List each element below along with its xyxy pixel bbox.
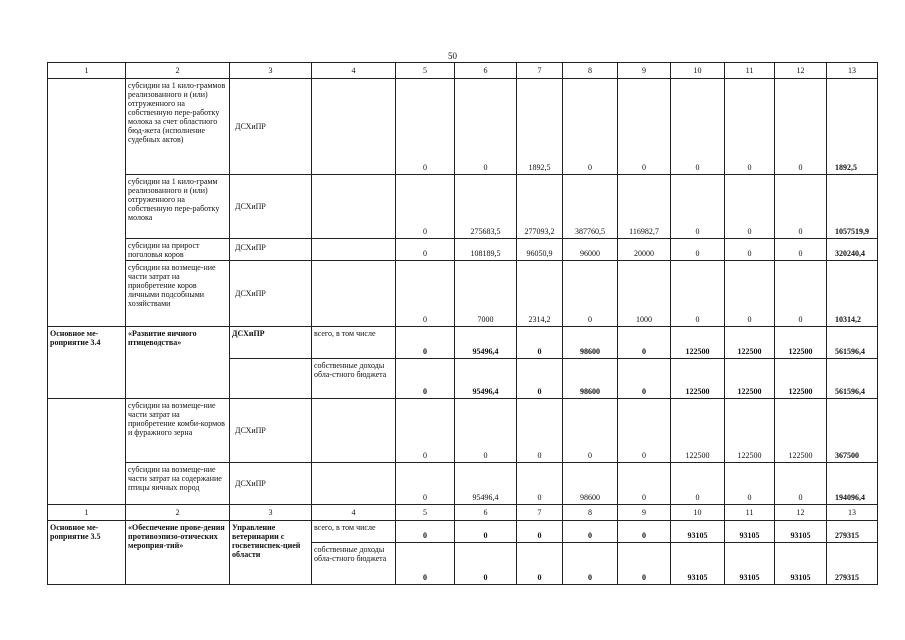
- value-cell: 0: [396, 175, 455, 239]
- value-cell: 0: [775, 261, 827, 327]
- value-cell: 95496,4: [455, 359, 517, 399]
- value-cell: 0: [396, 239, 455, 261]
- column-number-row: [48, 505, 878, 521]
- column-number: 9: [618, 63, 671, 79]
- value-cell: 0: [671, 463, 725, 505]
- column-number: 6: [455, 505, 517, 521]
- value-cell: 122500: [775, 359, 827, 399]
- value-cell: 122500: [725, 327, 775, 359]
- value-cell: 0: [396, 359, 455, 399]
- subsidy-name: субсидии на 1 кило-граммов реализованного и (или) отгруженного на собственную пере-работку молока за счет областного бюд-жета (исполнение судебных актов): [126, 79, 230, 175]
- value-cell: 122500: [725, 399, 775, 463]
- value-cell: 194096,4: [827, 463, 878, 505]
- value-cell: 0: [396, 261, 455, 327]
- measure-code: Основное ме-роприятие 3.5: [48, 521, 126, 585]
- value-cell: 96000: [563, 239, 618, 261]
- value-cell: 0: [725, 463, 775, 505]
- value-cell: 277093,2: [517, 175, 563, 239]
- column-number: 13: [827, 63, 878, 79]
- source-cell-empty: [312, 399, 396, 463]
- value-cell: 279315: [827, 521, 878, 543]
- value-cell: 0: [455, 543, 517, 585]
- column-number: 6: [455, 63, 517, 79]
- value-cell: 561596,4: [827, 327, 878, 359]
- column-number: 2: [126, 505, 230, 521]
- value-cell: 7000: [455, 261, 517, 327]
- executor-cell: ДСХиПР: [230, 239, 312, 261]
- column-number: 5: [396, 505, 455, 521]
- value-cell: 2314,2: [517, 261, 563, 327]
- budget-table: [47, 62, 878, 585]
- value-cell: 0: [671, 261, 725, 327]
- measure-title: «Обеспечение прове-дения противоэпизо-отических мероприя-тий»: [126, 521, 230, 585]
- column-number: 1: [48, 63, 126, 79]
- column-number: 10: [671, 505, 725, 521]
- value-cell: 0: [396, 543, 455, 585]
- value-cell: 0: [563, 79, 618, 175]
- value-cell: 1000: [618, 261, 671, 327]
- column-number: 5: [396, 63, 455, 79]
- value-cell: 279315: [827, 543, 878, 585]
- executor-cell: ДСХиПР: [230, 175, 312, 239]
- column-number: 4: [312, 63, 396, 79]
- value-cell: 0: [563, 521, 618, 543]
- value-cell: 0: [725, 175, 775, 239]
- value-cell: 93105: [775, 521, 827, 543]
- value-cell: 0: [725, 239, 775, 261]
- value-cell: 0: [725, 79, 775, 175]
- measure-executor: Управление ветеринарии с госветинспек-цией области: [230, 521, 312, 585]
- value-cell: 0: [618, 359, 671, 399]
- value-cell: 20000: [618, 239, 671, 261]
- measure-code: Основное ме-роприятие 3.4: [48, 327, 126, 399]
- value-cell: 122500: [725, 359, 775, 399]
- value-cell: 0: [396, 521, 455, 543]
- subsidy-name: субсидии на 1 кило-грамм реализованного и (или) отгруженного на собственную пере-работку молока: [126, 175, 230, 239]
- value-cell: 387760,5: [563, 175, 618, 239]
- value-cell: 0: [455, 521, 517, 543]
- value-cell: 0: [396, 79, 455, 175]
- column-number: 1: [48, 505, 126, 521]
- value-cell: 0: [671, 239, 725, 261]
- column-number-row: [48, 63, 878, 79]
- value-cell: 0: [517, 521, 563, 543]
- subsidy-row: [48, 79, 878, 175]
- value-cell: 98600: [563, 359, 618, 399]
- subsidy-name: субсидии на прирост поголовья коров: [126, 239, 230, 261]
- value-cell: 0: [517, 399, 563, 463]
- value-cell: 0: [396, 399, 455, 463]
- source-budget: собственные доходы обла-стного бюджета: [312, 543, 396, 585]
- value-cell: 0: [618, 463, 671, 505]
- value-cell: 122500: [775, 327, 827, 359]
- measure-cell-empty: [48, 79, 126, 327]
- value-cell: 0: [396, 463, 455, 505]
- source-cell-empty: [312, 239, 396, 261]
- value-cell: 275683,5: [455, 175, 517, 239]
- column-number: 11: [725, 505, 775, 521]
- subsidy-row: [48, 175, 878, 239]
- subsidy-row: [48, 399, 878, 463]
- value-cell: 93105: [671, 543, 725, 585]
- value-cell: 108189,5: [455, 239, 517, 261]
- source-budget: собственные доходы обла-стного бюджета: [312, 359, 396, 399]
- value-cell: 0: [671, 175, 725, 239]
- source-cell-empty: [312, 79, 396, 175]
- value-cell: 0: [396, 327, 455, 359]
- subsidy-row: [48, 463, 878, 505]
- value-cell: 0: [455, 79, 517, 175]
- value-cell: 98600: [563, 327, 618, 359]
- measure-row-total: [48, 327, 878, 359]
- column-number: 7: [517, 63, 563, 79]
- value-cell: 0: [618, 521, 671, 543]
- subsidy-name: субсидии на возмеще-ние части затрат на приобретение комби-кормов и фуражного зерна: [126, 399, 230, 463]
- subsidy-name: субсидии на возмеще-ние части затрат на приобретение коров личными подсобными хозяйствами: [126, 261, 230, 327]
- value-cell: 98600: [563, 463, 618, 505]
- subsidy-row: [48, 239, 878, 261]
- value-cell: 122500: [775, 399, 827, 463]
- value-cell: 0: [618, 543, 671, 585]
- source-cell-empty: [312, 463, 396, 505]
- column-number: 8: [563, 505, 618, 521]
- value-cell: 0: [618, 327, 671, 359]
- executor-cell: ДСХиПР: [230, 79, 312, 175]
- executor-cell-empty: [230, 359, 312, 399]
- executor-cell: ДСХиПР: [230, 399, 312, 463]
- value-cell: 10314,2: [827, 261, 878, 327]
- source-cell-empty: [312, 261, 396, 327]
- value-cell: 93105: [725, 521, 775, 543]
- column-number: 8: [563, 63, 618, 79]
- column-number: 3: [230, 63, 312, 79]
- measure-row-total: [48, 521, 878, 543]
- source-cell-empty: [312, 175, 396, 239]
- value-cell: 93105: [671, 521, 725, 543]
- measure-executor: ДСХиПР: [230, 327, 312, 359]
- measure-title: «Развитие яичного птицеводства»: [126, 327, 230, 399]
- value-cell: 0: [775, 79, 827, 175]
- subsidy-name: субсидии на возмеще-ние части затрат на содержание птицы яичных пород: [126, 463, 230, 505]
- value-cell: 96050,9: [517, 239, 563, 261]
- value-cell: 93105: [775, 543, 827, 585]
- value-cell: 0: [775, 463, 827, 505]
- value-cell: 0: [455, 399, 517, 463]
- value-cell: 367500: [827, 399, 878, 463]
- value-cell: 0: [671, 79, 725, 175]
- value-cell: 0: [618, 79, 671, 175]
- value-cell: 95496,4: [455, 327, 517, 359]
- column-number: 10: [671, 63, 725, 79]
- value-cell: 0: [563, 399, 618, 463]
- value-cell: 95496,4: [455, 463, 517, 505]
- value-cell: 122500: [671, 359, 725, 399]
- executor-cell: ДСХиПР: [230, 261, 312, 327]
- value-cell: 1057519,9: [827, 175, 878, 239]
- column-number: 12: [775, 63, 827, 79]
- value-cell: 0: [517, 327, 563, 359]
- column-number: 4: [312, 505, 396, 521]
- value-cell: 1892,5: [827, 79, 878, 175]
- value-cell: 93105: [725, 543, 775, 585]
- value-cell: 0: [517, 359, 563, 399]
- source-total: всего, в том числе: [312, 327, 396, 359]
- value-cell: 122500: [671, 327, 725, 359]
- column-number: 7: [517, 505, 563, 521]
- value-cell: 1892,5: [517, 79, 563, 175]
- measure-cell-empty: [48, 399, 126, 505]
- value-cell: 0: [517, 463, 563, 505]
- value-cell: 0: [775, 239, 827, 261]
- executor-cell: ДСХиПР: [230, 463, 312, 505]
- column-number: 9: [618, 505, 671, 521]
- value-cell: 0: [775, 175, 827, 239]
- column-number: 2: [126, 63, 230, 79]
- value-cell: 320240,4: [827, 239, 878, 261]
- column-number: 3: [230, 505, 312, 521]
- value-cell: 0: [725, 261, 775, 327]
- value-cell: 0: [563, 543, 618, 585]
- value-cell: 561596,4: [827, 359, 878, 399]
- value-cell: 122500: [671, 399, 725, 463]
- column-number: 12: [775, 505, 827, 521]
- value-cell: 0: [563, 261, 618, 327]
- page-number: 50: [448, 51, 457, 61]
- value-cell: 0: [618, 399, 671, 463]
- column-number: 13: [827, 505, 878, 521]
- column-number: 11: [725, 63, 775, 79]
- source-total: всего, в том числе: [312, 521, 396, 543]
- value-cell: 116982,7: [618, 175, 671, 239]
- value-cell: 0: [517, 543, 563, 585]
- subsidy-row: [48, 261, 878, 327]
